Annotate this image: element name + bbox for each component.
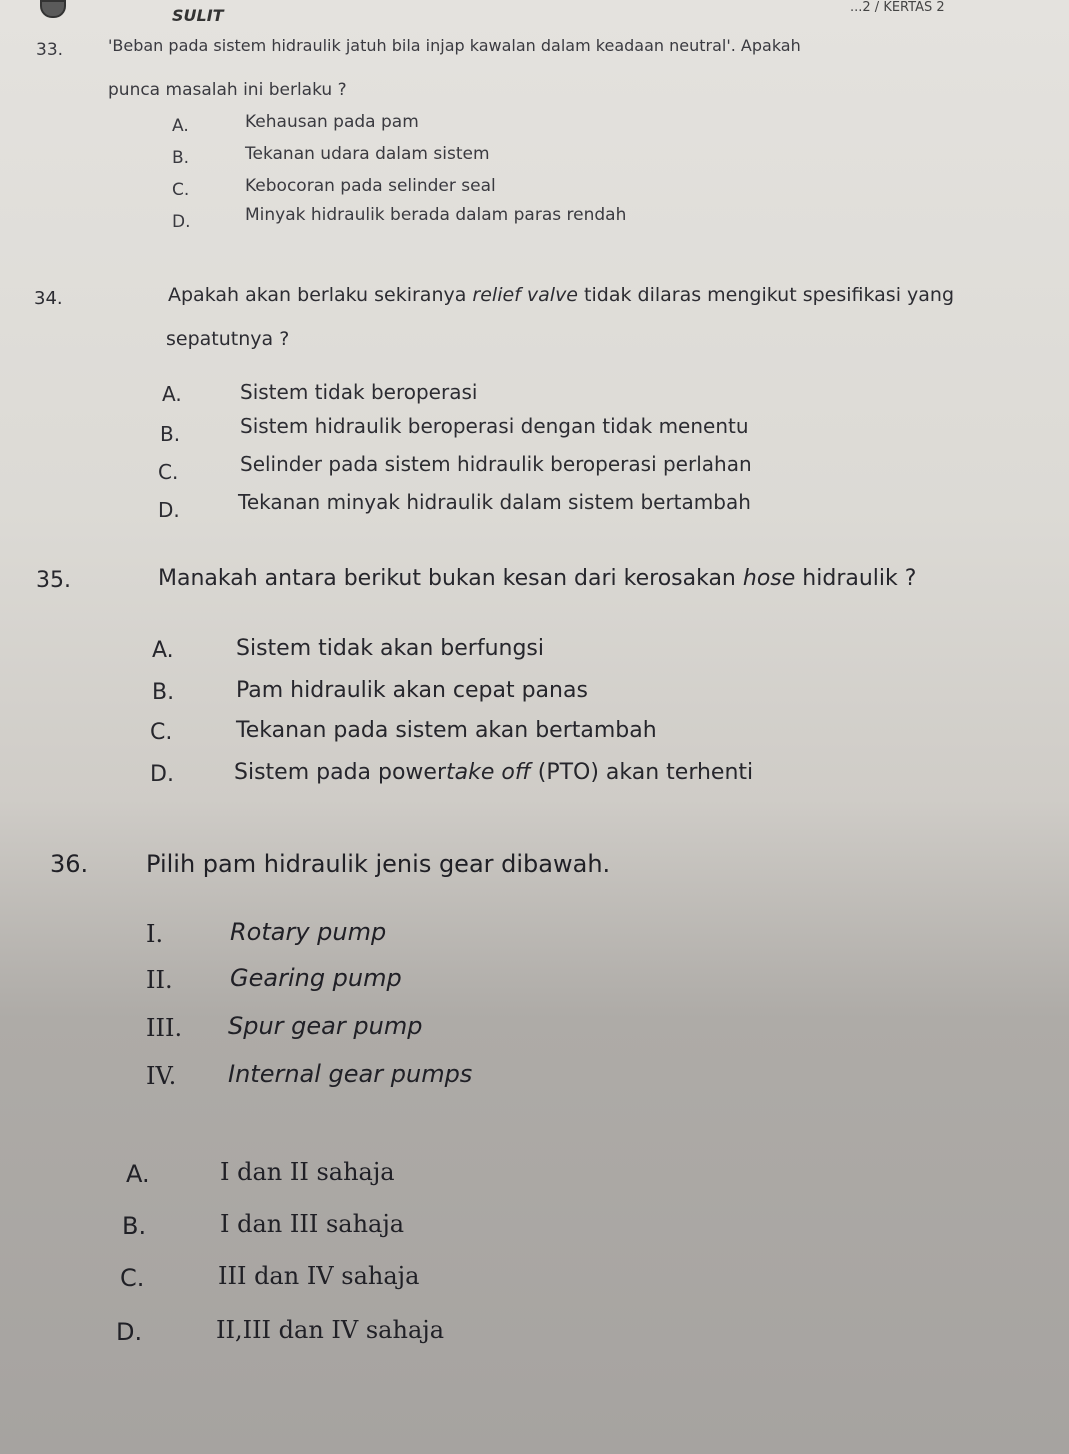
q35-number: 35.: [36, 568, 71, 593]
q36-stem: Pilih pam hidraulik jenis gear dibawah.: [146, 850, 611, 878]
q33-option-c: Kebocoran pada selinder seal: [245, 176, 496, 196]
q35-option-d-part2: (PTO) akan terhenti: [537, 760, 754, 785]
q34-stem-part1: Apakah akan berlaku sekiranya: [168, 284, 467, 306]
q36-option-a-text: I dan II sahaja: [220, 1158, 395, 1186]
q34-option-d: Tekanan minyak hidraulik dalam sistem bertambah: [238, 490, 751, 514]
q35-option-d-part1: Sistem pada power: [234, 760, 447, 785]
q33-stem-line2: punca masalah ini berlaku ?: [108, 80, 347, 100]
q36-option-letter-b: B.: [122, 1212, 147, 1240]
q35-stem-hose: hose: [742, 566, 796, 591]
q33-option-letter-b: B.: [172, 148, 190, 168]
q34-option-letter-b: B.: [160, 422, 181, 446]
q36-item-roman-4: IV.: [146, 1062, 177, 1090]
q34-option-letter-c: C.: [158, 460, 179, 484]
q34-stem-part2: tidak dilaras mengikut spesifikasi yang: [584, 284, 955, 306]
q33-option-letter-c: C.: [172, 180, 190, 200]
q36-option-c: [218, 1262, 419, 1290]
q35-option-d-take-off: take off: [446, 760, 531, 785]
q36-option-c-text: III dan IV sahaja: [218, 1262, 420, 1290]
q33-option-letter-d: D.: [172, 212, 191, 232]
q36-option-letter-a: A.: [126, 1160, 150, 1188]
q34-option-b: Sistem hidraulik beroperasi dengan tidak menentu: [240, 414, 749, 438]
q36-option-d: [216, 1316, 444, 1344]
q34-option-letter-a: A.: [162, 382, 182, 406]
q35-option-letter-c: C.: [150, 720, 173, 745]
q35-stem-line1: [158, 566, 916, 591]
q36-number: 36.: [50, 850, 89, 878]
q34-option-a: Sistem tidak beroperasi: [240, 380, 478, 404]
q35-stem-part2: hidraulik ?: [802, 566, 917, 591]
q36-item-roman-2: II.: [146, 966, 173, 994]
q36-option-letter-c: C.: [120, 1264, 145, 1292]
q35-option-letter-a: A.: [152, 638, 174, 663]
q34-stem-line2: sepatutnya ?: [166, 328, 290, 350]
header-paper-code: ...2 / KERTAS 2: [850, 0, 945, 15]
q36-item-roman-1: I.: [146, 920, 164, 948]
q35-option-a: Sistem tidak akan berfungsi: [236, 636, 545, 661]
q35-stem-part1: Manakah antara berikut bukan kesan dari kerosakan: [158, 566, 736, 591]
q36-item-1: Rotary pump: [230, 918, 387, 946]
q33-option-b: Tekanan udara dalam sistem: [245, 144, 490, 164]
q36-option-a: [220, 1158, 395, 1186]
q35-option-letter-d: D.: [150, 762, 174, 787]
q36-item-4: Internal gear pumps: [228, 1060, 473, 1088]
q36-option-d-text: II,III dan IV sahaja: [216, 1316, 444, 1344]
q36-option-b-text: I dan III sahaja: [220, 1210, 405, 1238]
q36-item-roman-3: III.: [146, 1014, 183, 1042]
q36-item-3: Spur gear pump: [228, 1012, 423, 1040]
q33-option-letter-a: A.: [172, 116, 189, 136]
q33-stem-line1: 'Beban pada sistem hidraulik jatuh bila injap kawalan dalam keadaan neutral'. Apakah: [108, 36, 801, 55]
q33-number: 33.: [36, 40, 64, 60]
q34-stem-relief-valve: relief valve: [472, 284, 578, 306]
header-sulit: SULIT: [172, 6, 224, 25]
q33-option-a: Kehausan pada pam: [245, 112, 419, 132]
q35-option-c: Tekanan pada sistem akan bertambah: [236, 718, 657, 743]
q36-option-b: [220, 1210, 404, 1238]
q35-option-b: Pam hidraulik akan cepat panas: [236, 678, 588, 703]
logo-icon: [40, 0, 66, 18]
q34-stem-line1: [168, 284, 954, 306]
q34-option-letter-d: D.: [158, 498, 180, 522]
q34-option-c: Selinder pada sistem hidraulik beroperasi perlahan: [240, 452, 752, 476]
q36-option-letter-d: D.: [116, 1318, 143, 1346]
q33-option-d: Minyak hidraulik berada dalam paras rendah: [245, 205, 627, 225]
q35-option-d: [234, 760, 753, 785]
q36-item-2: Gearing pump: [230, 964, 402, 992]
q35-option-letter-b: B.: [152, 680, 175, 705]
q34-number: 34.: [34, 288, 63, 309]
